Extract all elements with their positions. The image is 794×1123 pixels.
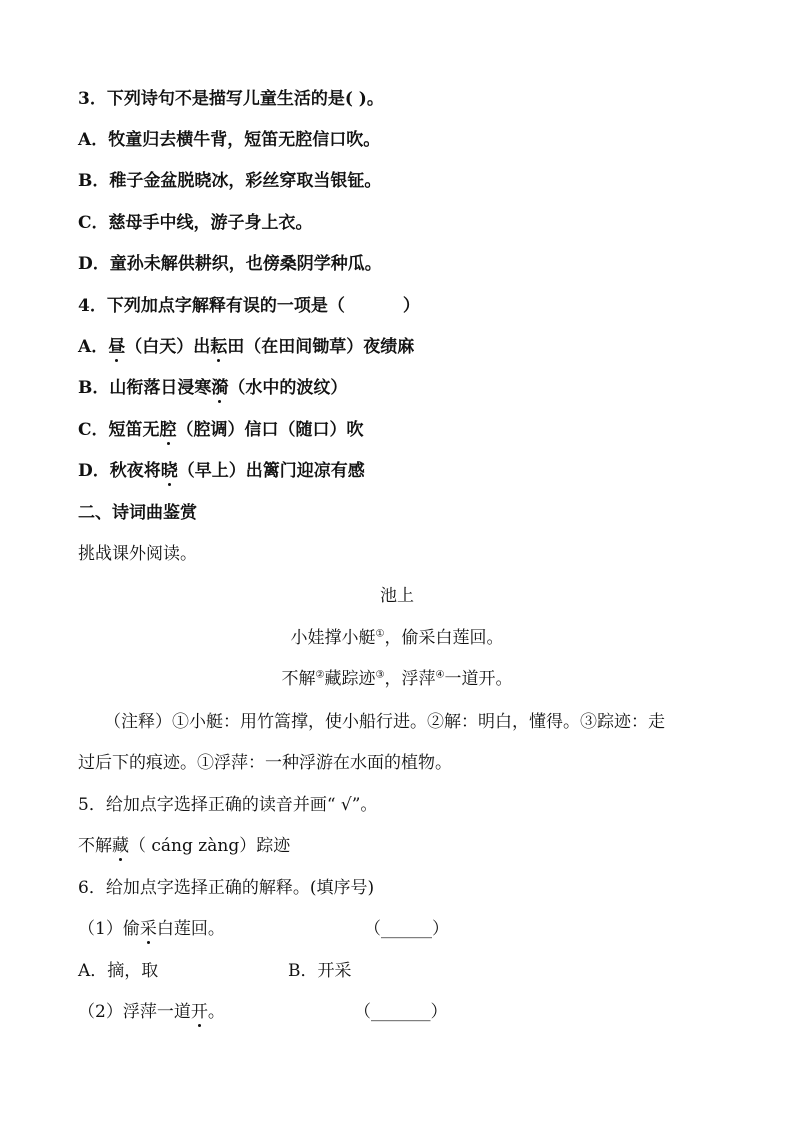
q6-sub2-b: 。 xyxy=(207,1002,225,1022)
q4-option-d-pre: D．秋夜将 xyxy=(78,461,161,481)
q5-answer-dot: 藏 xyxy=(112,836,129,856)
q5-answer-pre: 不解 xyxy=(78,836,112,856)
q4-option-b-post: （水中的波纹） xyxy=(228,378,348,398)
q4-option-c-dot: 腔 xyxy=(159,420,177,440)
q5-stem: 5．给加点字选择正确的读音并画“ √”。 xyxy=(78,795,378,815)
footnote-marker-3: ③ xyxy=(375,669,385,681)
q4-option-b xyxy=(78,377,347,399)
q4-option-a-pre: A． xyxy=(78,337,109,357)
notes-line-2: 过后下的痕迹。①浮萍：一种浮游在水面的植物。 xyxy=(78,753,452,773)
q4-option-c xyxy=(78,419,364,441)
q5-answer xyxy=(78,835,290,857)
q4-stem-text: 4．下列加点字解释有误的一项是（ xyxy=(78,296,345,316)
q4-option-b-dot: 漪 xyxy=(211,378,229,398)
poem-line-1 xyxy=(0,627,794,649)
q6-sub2-blank[interactable]: （_______） xyxy=(354,1002,448,1022)
q3-option-d: D．童孙未解供耕织，也傍桑阴学种瓜。 xyxy=(78,254,382,274)
q3-stem: 3．下列诗句不是描写儿童生活的是( )。 xyxy=(78,89,384,109)
q4-option-c-post: （腔调）信口（随口）吹 xyxy=(176,420,364,440)
poem-line-2 xyxy=(0,668,794,690)
q6-sub1-b: 白莲回。 xyxy=(156,919,225,939)
poem-line-1-a: 小娃撑小艇 xyxy=(290,628,376,648)
q6-sub2-a: （2）浮萍一道 xyxy=(78,1002,191,1022)
q4-option-a-dot: 昼 xyxy=(108,337,126,357)
poem-line-2-c: ，浮萍 xyxy=(384,669,436,689)
q6-sub1-a: （1）偷 xyxy=(78,919,140,939)
q4-option-d xyxy=(78,460,365,482)
q6-sub1-blank[interactable]: （______） xyxy=(364,919,449,939)
q4-option-a-dot2: 耘 xyxy=(210,337,228,357)
poem-line-2-d: 一道开。 xyxy=(444,669,513,689)
q4-option-a-post: 田（在田间锄草）夜绩麻 xyxy=(227,337,415,357)
q6-sub1 xyxy=(78,918,225,940)
q3-option-a: A．牧童归去横牛背，短笛无腔信口吹。 xyxy=(78,130,381,150)
poem-line-1-b: ，偷采白莲回。 xyxy=(384,628,504,648)
q4-option-b-pre: B．山衔落日浸寒 xyxy=(78,378,212,398)
q6-stem: 6．给加点字选择正确的解释。(填序号) xyxy=(78,878,375,898)
section2-instruction: 挑战课外阅读。 xyxy=(78,544,197,564)
q4-option-a-mid: （白天）出 xyxy=(125,337,211,357)
footnote-marker-1: ① xyxy=(375,628,385,640)
footnote-marker-2: ② xyxy=(315,669,325,681)
notes-line-1: （注释）①小艇：用竹篙撑，使小船行进。②解：明白，懂得。③踪迹：走 xyxy=(104,712,665,732)
footnote-marker-4: ④ xyxy=(435,669,445,681)
q4-option-a xyxy=(78,336,414,358)
poem-title: 池上 xyxy=(380,586,414,606)
q6-option-b: B．开采 xyxy=(288,961,352,981)
poem-line-2-a: 不解 xyxy=(281,669,316,689)
q6-sub2-dot: 开 xyxy=(190,1002,208,1022)
q4-option-c-pre: C．短笛无 xyxy=(78,420,160,440)
poem-line-2-b: 藏踪迹 xyxy=(324,669,376,689)
q4-stem-close: ） xyxy=(402,296,420,316)
section2-title: 二、诗词曲鉴赏 xyxy=(78,503,197,523)
q6-sub2 xyxy=(78,1001,225,1023)
q6-option-a: A．摘，取 xyxy=(78,961,159,981)
q3-option-c: C．慈母手中线，游子身上衣。 xyxy=(78,213,313,233)
q4-option-d-post: （早上）出篱门迎凉有感 xyxy=(177,461,365,481)
q5-answer-post: （ cáng zàng）踪迹 xyxy=(129,836,291,856)
q4-option-d-dot: 晓 xyxy=(160,461,178,481)
q3-option-b: B．稚子金盆脱晓冰，彩丝穿取当银钲。 xyxy=(78,171,382,191)
q6-sub1-dot: 采 xyxy=(139,919,157,939)
q4-stem xyxy=(78,295,420,317)
